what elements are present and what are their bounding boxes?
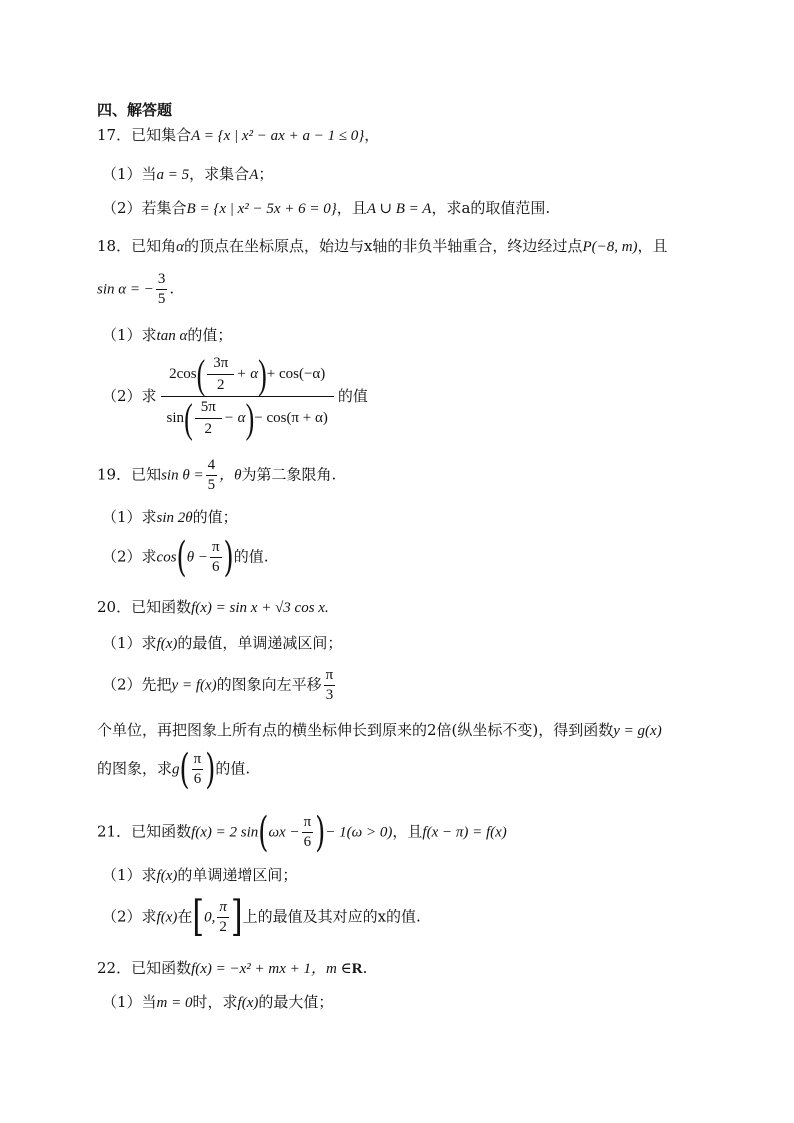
q20-p2-line2-text: 个单位，再把图象上所有点的横坐标伸长到原来的2倍(纵坐标不变)，得到函数 xyxy=(97,721,614,739)
q19-sin-lhs: sin θ = xyxy=(161,467,204,484)
q17-p1-end: ； xyxy=(258,165,274,183)
q18-sin-end: . xyxy=(169,279,175,298)
q21-part1 xyxy=(102,868,297,884)
q17-p1-text: ，求集合 xyxy=(189,165,250,183)
q19-fraction xyxy=(206,458,218,493)
q21-func-frac-num: π xyxy=(303,814,312,830)
q17-p2-text: ，且 xyxy=(336,199,367,217)
q21-func-a: f(x) = 2 sin xyxy=(191,824,259,841)
q18-p2-numerator: 2cos( $\frac{3\pi}{2}$ + α)+ cos(−α) xyxy=(169,350,326,397)
q20-p2-math: y = f(x) xyxy=(171,677,217,694)
q18-p2-prefix: （2）求 xyxy=(102,387,157,405)
q22-p1-math2: f(x) xyxy=(237,995,259,1011)
q18-part2 xyxy=(102,350,368,441)
q19-p2-frac-num: π xyxy=(211,539,220,555)
q19-p2-fraction xyxy=(210,540,222,575)
q19-part2: （2）求cos(θ − $\frac{\pi}{6}$ )的值. xyxy=(102,533,269,582)
q22-func: f(x) = −x² + mx + 1，m ∈ xyxy=(191,961,352,977)
q20-p1-math: f(x) xyxy=(156,636,178,652)
q21-cond: f(x − π) = f(x) xyxy=(422,824,507,841)
q18-part1 xyxy=(102,328,232,344)
q17-p2-text2: ，求a的取值范围. xyxy=(431,199,551,217)
q18-p2-den-b: − α xyxy=(223,409,246,426)
q18-sin-den: 5 xyxy=(157,291,166,307)
q18-sin-fraction xyxy=(156,272,168,307)
q18-p2-num-b: + α xyxy=(236,365,259,382)
q21-p2-fraction xyxy=(217,900,229,935)
q18-p1-math: tan α xyxy=(156,328,188,344)
q20-part1 xyxy=(102,636,342,652)
q22-p1-math: m = 0 xyxy=(156,995,193,1011)
q22-p1-end: 的最大值； xyxy=(258,993,334,1011)
q18-p2-denominator: sin( $\frac{5\pi}{2}$ − α)− cos(π + α) xyxy=(161,396,334,437)
q21-func-frac-den: 6 xyxy=(302,832,314,850)
q22-p1-prefix: （1）当 xyxy=(102,993,157,1011)
q20-p2-line3-prefix: 的图象，求 xyxy=(97,759,173,778)
q17-p2-prefix: （2）若集合 xyxy=(102,199,187,217)
q20-part2 xyxy=(102,668,337,703)
q18-p1-end: 的值； xyxy=(187,326,233,344)
q21-p2-mid: 在 xyxy=(177,907,193,926)
q18-p2-num-a: 2cos xyxy=(169,365,197,382)
q17-p2-math: B = {x | x² − 5x + 6 = 0} xyxy=(186,201,337,217)
q20-stem xyxy=(97,600,329,616)
q19-p2-cos: cos xyxy=(156,549,177,566)
q20-p2-fraction xyxy=(324,668,336,703)
q21-p2-frac-den: 2 xyxy=(217,917,229,935)
q20-p2-frac-den: 3 xyxy=(324,685,336,703)
q17-set-expr: A = {x | x² − ax + a − 1 ≤ 0} xyxy=(191,128,365,144)
q18-p2-num-c: + cos(−α) xyxy=(266,365,326,382)
q20-p2-frac-num: π xyxy=(325,667,334,683)
q18-sin-value xyxy=(97,272,174,307)
q20-part2-line3: 的图象，求g( $\frac{\pi}{6}$ )的值. xyxy=(97,745,251,794)
q21-func-inner: ωx − xyxy=(268,824,300,841)
q21-p2-end: 上的最值及其对应的x的值. xyxy=(242,907,421,926)
q19-stem-end: 为第二象限角. xyxy=(241,465,337,484)
q17-p1-math: a = 5 xyxy=(156,167,190,183)
q18-p1-prefix: （1）求 xyxy=(102,326,157,344)
q21-p2-math: f(x) xyxy=(156,909,178,926)
q18-p2-big-fraction xyxy=(161,350,334,441)
q22-stem-end: . xyxy=(362,959,368,977)
q19-frac-num: 4 xyxy=(207,457,216,473)
q19-p2-inner: θ − xyxy=(186,549,208,566)
q18-p2-den-frac-num: 5π xyxy=(200,399,216,415)
q19-stem xyxy=(97,458,336,493)
q18-p2-den-frac xyxy=(195,400,222,437)
q20-p2-line2-math: y = g(x) xyxy=(613,723,662,739)
q17-p1-math2: A xyxy=(249,167,259,183)
q17-p1-prefix: （1）当 xyxy=(102,165,157,183)
q20-stem-prefix: 20．已知函数 xyxy=(97,598,192,616)
q18-stem xyxy=(97,239,668,255)
q19-p1-math: sin 2θ xyxy=(156,510,193,526)
q19-theta: ，θ xyxy=(219,467,242,484)
q22-p1-text: 时，求 xyxy=(192,993,238,1011)
q21-p1-end: 的单调递增区间； xyxy=(177,866,298,884)
q20-func: f(x) = sin x + √3 cos x. xyxy=(191,600,329,616)
q22-part1 xyxy=(102,995,333,1011)
q19-p2-frac-den: 6 xyxy=(210,557,222,575)
q20-p2-line3-g: g xyxy=(172,761,180,778)
q20-p2-line3-frac-num: π xyxy=(193,751,202,767)
section-heading: 四、解答题 xyxy=(97,101,173,119)
q18-p2-num-frac-num: 3π xyxy=(213,355,229,371)
q21-func-fraction xyxy=(302,815,314,850)
q21-stem: 21．已知函数f(x) = 2 sin(ωx − $\frac{\pi}{6}$ )− 1(ω > 0)，且f(x − π) = f(x) xyxy=(97,808,507,857)
q18-point: P(−8, m) xyxy=(582,239,638,255)
q20-p2-prefix: （2）先把 xyxy=(102,675,172,694)
q18-alpha: α xyxy=(176,239,184,255)
q22-stem-prefix: 22．已知函数 xyxy=(97,959,192,977)
q18-p2-den-a: sin xyxy=(166,409,185,426)
q19-p2-prefix: （2）求 xyxy=(102,547,157,566)
q19-frac-den: 5 xyxy=(207,477,216,493)
q17-stem-suffix: ， xyxy=(364,126,380,144)
q21-stem-mid: ，且 xyxy=(392,822,423,841)
q18-stem-prefix: 18．已知角 xyxy=(97,237,177,255)
q21-p2-prefix: （2）求 xyxy=(102,907,157,926)
q20-p1-end: 的最值，单调递减区间； xyxy=(177,634,343,652)
q18-p2-num-frac xyxy=(207,356,234,393)
q17-part1 xyxy=(102,167,273,183)
q20-p2-line3-fraction xyxy=(192,752,204,787)
q21-p2-interval-a: 0, xyxy=(204,909,216,926)
q22-real-set: R xyxy=(351,961,363,977)
q19-stem-prefix: 19．已知 xyxy=(97,465,162,484)
q18-sin-num: 3 xyxy=(157,271,166,287)
q21-stem-prefix: 21．已知函数 xyxy=(97,822,192,841)
q21-p1-prefix: （1）求 xyxy=(102,866,157,884)
q19-p1-end: 的值； xyxy=(192,508,238,526)
q21-func-b: − 1(ω > 0) xyxy=(325,824,393,841)
q17-stem xyxy=(97,128,379,144)
q21-p1-math: f(x) xyxy=(156,868,178,884)
q17-p2-math2: A ∪ B = A xyxy=(366,201,432,217)
q20-part2-line2 xyxy=(97,723,662,739)
q22-stem xyxy=(97,961,367,977)
q18-sin-lhs: sin α = − xyxy=(97,281,154,298)
q20-p2-line3-frac-den: 6 xyxy=(192,769,204,787)
q18-p2-num-frac-den: 2 xyxy=(207,374,234,393)
q20-p2-text: 的图象向左平移 xyxy=(216,675,322,694)
q18-stem-mid: 的顶点在坐标原点，始边与x轴的非负半轴重合，终边经过点 xyxy=(183,237,583,255)
q18-p2-end: 的值 xyxy=(337,387,368,405)
q18-p2-den-frac-den: 2 xyxy=(195,418,222,437)
q21-p2-frac-num: π xyxy=(219,899,227,915)
q21-part2: （2）求f(x)在[0, $\frac{\pi}{2}$ ]上的最值及其对应的x的值. xyxy=(102,892,421,942)
q18-stem-end: ，且 xyxy=(637,237,668,255)
q20-p2-line3-end: 的值. xyxy=(215,759,251,778)
q20-p1-prefix: （1）求 xyxy=(102,634,157,652)
q18-p2-den-c: − cos(π + α) xyxy=(254,409,328,426)
q19-p1-prefix: （1）求 xyxy=(102,508,157,526)
q19-p2-end: 的值. xyxy=(233,547,269,566)
q17-part2 xyxy=(102,201,550,217)
q17-stem-prefix: 17．已知集合 xyxy=(97,126,192,144)
q19-part1 xyxy=(102,510,238,526)
